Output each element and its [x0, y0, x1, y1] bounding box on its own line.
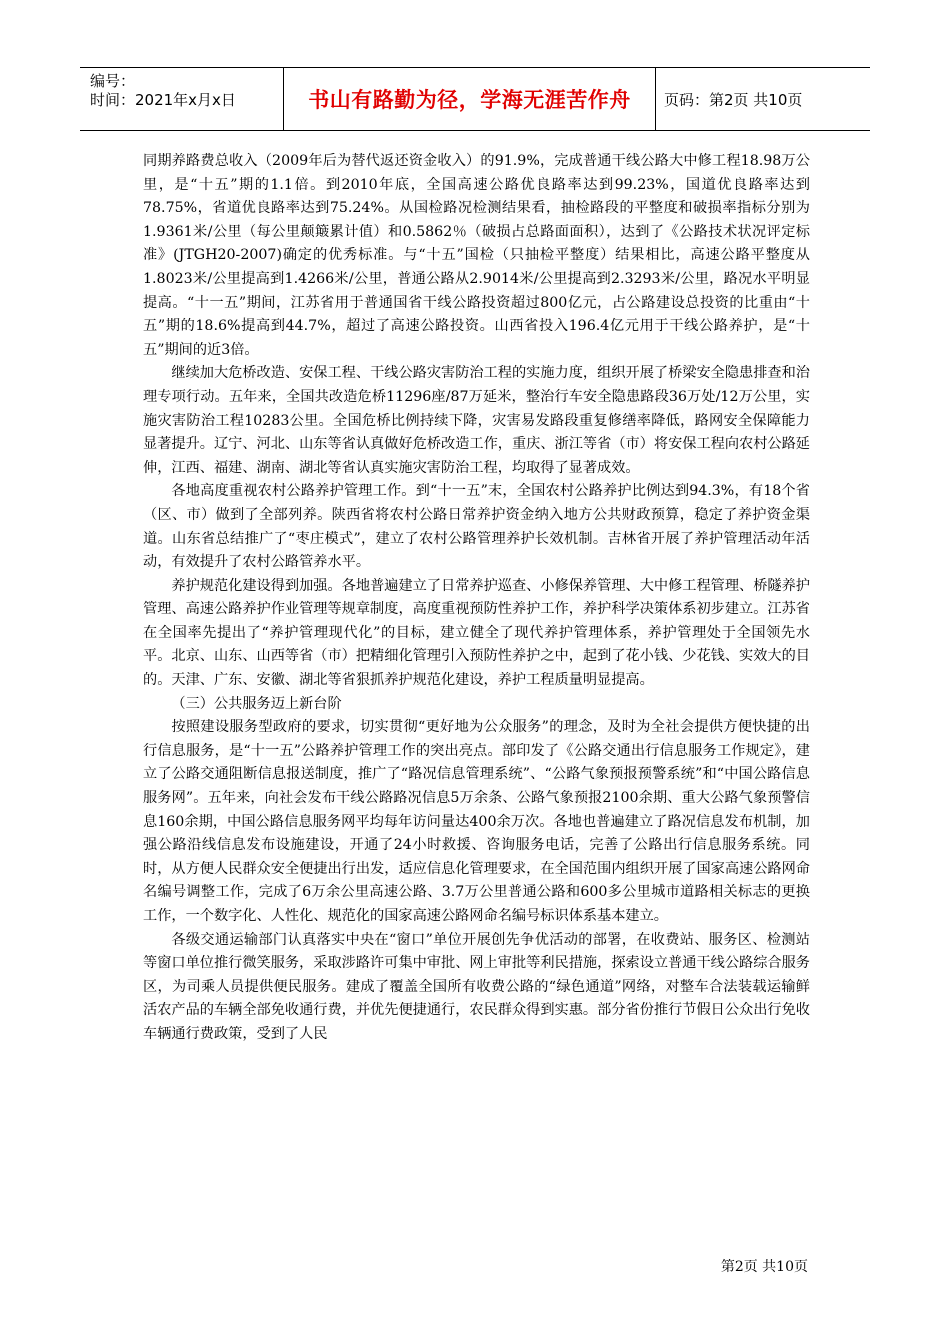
- document-body: [143, 150, 810, 1047]
- page-header: [80, 67, 870, 131]
- paragraph-6: 各级交通运输部门认真落实中央在“窗口”单位开展创先争优活动的部署，在收费站、服务区、检测站等窗口单位推行微笑服务，采取涉路许可集中审批、网上审批等利民措施，探索设立普通干线公路综合服务区，为司乘人员提供便民服务。建成了覆盖全国所有收费公路的“绿色通道”网络，对整车合法装载运输鲜活农产品的车辆全部免收通行费，并优先便捷通行，农民群众得到实惠。部分省份推行节假日公众出行免收车辆通行费政策，受到了人民: [143, 931, 810, 1042]
- header-meta: [80, 68, 283, 130]
- paragraph-4: 养护规范化建设得到加强。各地普遍建立了日常养护巡查、小修保养管理、大中修工程管理、桥隧养护管理、高速公路养护作业管理等规章制度，高度重视预防性养护工作，养护科学决策体系初步建立。江苏省在全国率先提出了“养护管理现代化”的目标，建立健全了现代养护管理体系，养护管理处于全国领先水平。北京、山东、山西等省（市）把精细化管理引入预防性养护之中，起到了花小钱、少花钱、实效大的目的。天津、广东、安徽、湖北等省狠抓养护规范化建设，养护工程质量明显提高。: [143, 577, 810, 689]
- header-motto: 书山有路勤为径，学海无涯苦作舟: [283, 68, 656, 130]
- document-number-label: 编号：: [90, 72, 136, 90]
- paragraph-1: 同期养路费总收入（2009年后为替代返还资金收入）的91.9%，完成普通干线公路大中修工程18.98万公里，是“十五”期的1.1倍。到2010年底，全国高速公路优良路率达到99.23%，国道优良路率达到78.75%，省道优良路率达到75.24%。从国检路况检测结果看，抽检路段的平整度和破损率指标分别为1.9361米/公里（每公里颠簸累计值）和0.5862％（破损占总路面面积），达到了《公路技术状况评定标准》(JTGH20-2007)确定的优秀标准。与“十五”国检（只抽检平整度）结果相比，高速公路平整度从1.8023米/公里提高到1.4266米/公里，普通公路从2.9014米/公里提高到2.3293米/公里，路况水平明显提高。“十一五”期间，江苏省用于普通国省干线公路投资超过800亿元，占公路建设总投资的比重由“十五”期的18.6%提高到44.7%，超过了高速公路投资。山西省投入196.4亿元用于干线公路养护，是“十五”期间的近3倍。: [143, 153, 810, 358]
- document-time-label: 时间：2021年x月x日: [90, 91, 236, 109]
- paragraph-5: 按照建设服务型政府的要求，切实贯彻“更好地为公众服务”的理念，及时为全社会提供方便快捷的出行信息服务，是“十一五”公路养护管理工作的突出亮点。部印发了《公路交通出行信息服务工作规定》，建立了公路交通阻断信息报送制度，推广了“路况信息管理系统”、“公路气象预报预警系统”和“中国公路信息服务网”。五年来，向社会发布干线公路路况信息5万余条、公路气象预报2100余期、重大公路气象预警信息160余期，中国公路信息服务网平均每年访问量达400余万次。各地也普遍建立了路况信息发布机制，加强公路沿线信息发布设施建设，开通了24小时救援、咨询服务电话，完善了公路出行信息服务系统。同时，从方便人民群众安全便捷出行出发，适应信息化管理要求，在全国范围内组织开展了国家高速公路网命名编号调整工作，完成了6万余公里高速公路、3.7万公里普通公路和600多公里城市道路相关标志的更换工作，一个数字化、人性化、规范化的国家高速公路网命名编号标识体系基本建立。: [143, 719, 810, 924]
- paragraph-2: 继续加大危桥改造、安保工程、干线公路灾害防治工程的实施力度，组织开展了桥梁安全隐患排查和治理专项行动。五年来，全国共改造危桥11296座/87万延米，整治行车安全隐患路段36万处/12万公里，实施灾害防治工程10283公里。全国危桥比例持续下降，灾害易发路段重复修缮率降低，路网安全保障能力显著提升。辽宁、河北、山东等省认真做好危桥改造工作，重庆、浙江等省（市）将安保工程向农村公路延伸，江西、福建、湖南、湖北等省认真实施灾害防治工程，均取得了显著成效。: [143, 365, 810, 476]
- header-page-number: 页码：第2页 共10页: [664, 90, 803, 109]
- paragraph-3: 各地高度重视农村公路养护管理工作。到“十一五”末，全国农村公路养护比例达到94.3%，有18个省（区、市）做到了全部列养。陕西省将农村公路日常养护资金纳入地方公共财政预算，稳定了养护资金渠道。山东省总结推广了“枣庄模式”，建立了农村公路管理养护长效机制。吉林省开展了养护管理活动年活动，有效提升了农村公路管养水平。: [143, 483, 810, 571]
- section-heading: （三）公共服务迈上新台阶: [171, 695, 342, 712]
- page-footer: 第2页 共10页: [720, 1259, 808, 1275]
